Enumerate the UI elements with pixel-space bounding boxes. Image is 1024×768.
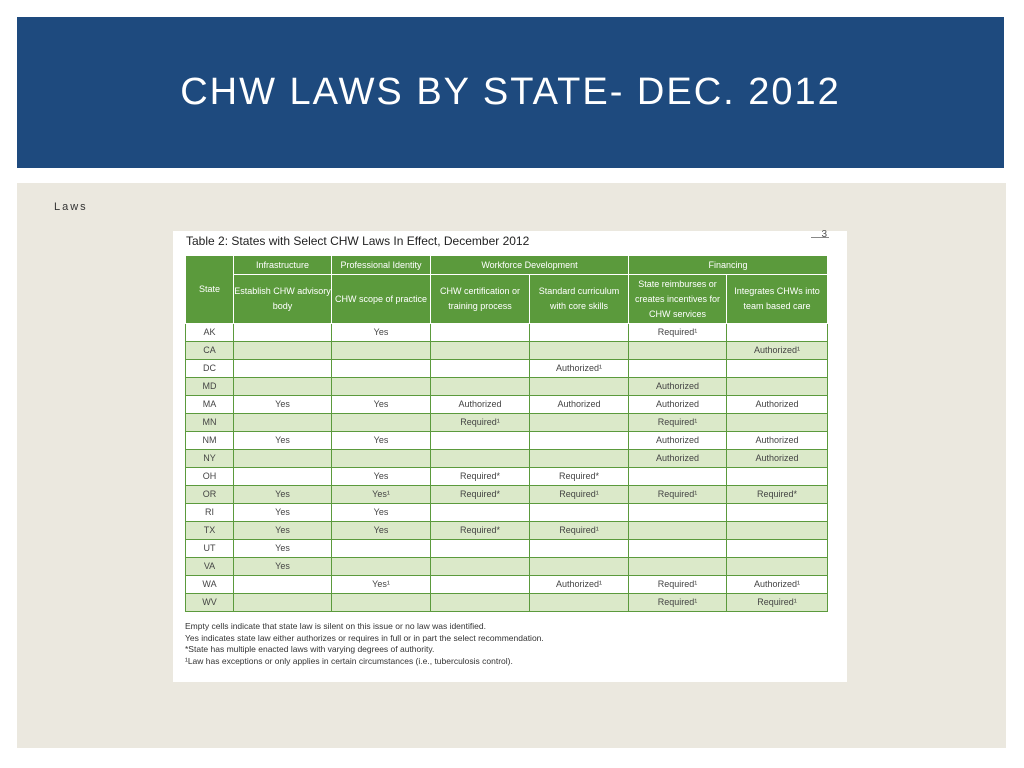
state-cell: VA (186, 558, 234, 576)
table-row (186, 486, 828, 504)
table-cell (234, 468, 332, 486)
table-cell (530, 414, 629, 432)
table-cell: Authorized (727, 450, 828, 468)
table-cell (431, 342, 530, 360)
col-certification: CHW certification or training process (431, 275, 530, 324)
state-cell: WV (186, 594, 234, 612)
table-cell: Required¹ (629, 594, 727, 612)
table-cell: Required* (431, 522, 530, 540)
table-cell: Authorized¹ (727, 342, 828, 360)
table-cell: Yes (234, 558, 332, 576)
table-cell: Required¹ (629, 486, 727, 504)
table-notes (185, 621, 825, 667)
table-row (186, 414, 828, 432)
slide-title: CHW LAWS BY STATE- DEC. 2012 (180, 71, 841, 113)
table-cell: Yes (332, 522, 431, 540)
table-cell (234, 450, 332, 468)
table-cell (332, 594, 431, 612)
table-cell: Yes (332, 432, 431, 450)
table-cell: Authorized (727, 396, 828, 414)
table-cell (530, 342, 629, 360)
table-cell: Yes (234, 522, 332, 540)
table-cell (332, 342, 431, 360)
table-cell: Yes (332, 324, 431, 342)
table-cell (629, 540, 727, 558)
table-row (186, 378, 828, 396)
table-cell: Authorized¹ (530, 576, 629, 594)
table-row (186, 450, 828, 468)
table-cell (431, 594, 530, 612)
state-cell: DC (186, 360, 234, 378)
table-cell (332, 558, 431, 576)
state-cell: NM (186, 432, 234, 450)
table-cell (727, 360, 828, 378)
table-cell: Authorized (629, 432, 727, 450)
state-cell: MA (186, 396, 234, 414)
table-cell (431, 576, 530, 594)
table-cell (332, 450, 431, 468)
page-mark: 3 (821, 229, 827, 240)
table-cell (332, 540, 431, 558)
table-cell (431, 450, 530, 468)
state-cell: UT (186, 540, 234, 558)
table-figure (173, 231, 847, 682)
table-row (186, 576, 828, 594)
table-cell: Required¹ (431, 414, 530, 432)
table-cell (629, 342, 727, 360)
title-band (17, 17, 1004, 168)
table-cell (431, 558, 530, 576)
col-scope-of-practice: CHW scope of practice (332, 275, 431, 324)
table-cell (629, 504, 727, 522)
note-line: ¹Law has exceptions or only applies in certain circumstances (i.e., tuberculosis control). (185, 655, 513, 666)
table-cell (530, 450, 629, 468)
table-cell (234, 360, 332, 378)
table-row (186, 324, 828, 342)
table-cell: Authorized (629, 378, 727, 396)
table-row (186, 468, 828, 486)
table-cell: Yes (234, 396, 332, 414)
chw-laws-table (185, 255, 828, 612)
table-cell: Yes (332, 468, 431, 486)
table-cell (629, 558, 727, 576)
table-cell: Yes (332, 504, 431, 522)
table-cell (530, 504, 629, 522)
table-cell: Authorized (629, 396, 727, 414)
table-cell: Required¹ (629, 414, 727, 432)
state-cell: RI (186, 504, 234, 522)
table-cell: Yes¹ (332, 486, 431, 504)
table-cell: Required* (727, 486, 828, 504)
col-advisory-body: Establish CHW advisory body (234, 275, 332, 324)
table-cell (629, 522, 727, 540)
table-cell (332, 378, 431, 396)
table-row (186, 522, 828, 540)
content-panel (17, 183, 1006, 748)
table-row (186, 360, 828, 378)
table-row (186, 558, 828, 576)
group-professional-identity: Professional Identity (332, 256, 431, 275)
table-cell: Required¹ (629, 324, 727, 342)
section-label: Laws (54, 201, 88, 213)
table-cell (530, 378, 629, 396)
table-cell (234, 324, 332, 342)
table-cell (727, 468, 828, 486)
table-cell: Required¹ (629, 576, 727, 594)
column-header-row (186, 275, 828, 324)
note-line: Empty cells indicate that state law is silent on this issue or no law was identified. (185, 621, 486, 631)
table-cell (431, 432, 530, 450)
table-cell (727, 504, 828, 522)
table-cell (234, 378, 332, 396)
table-body (186, 324, 828, 612)
table-row (186, 504, 828, 522)
group-infrastructure: Infrastructure (234, 256, 332, 275)
table-cell (727, 522, 828, 540)
table-cell: Authorized (530, 396, 629, 414)
table-cell: Required¹ (727, 594, 828, 612)
state-cell: OH (186, 468, 234, 486)
table-cell: Authorized¹ (530, 360, 629, 378)
table-cell: Required* (530, 468, 629, 486)
table-cell: Authorized (727, 432, 828, 450)
state-cell: OR (186, 486, 234, 504)
table-cell: Yes¹ (332, 576, 431, 594)
table-cell: Yes (234, 504, 332, 522)
table-cell (431, 378, 530, 396)
state-cell: MN (186, 414, 234, 432)
table-cell (727, 378, 828, 396)
state-cell: CA (186, 342, 234, 360)
table-cell: Yes (234, 540, 332, 558)
table-cell (629, 468, 727, 486)
table-cell: Required* (431, 486, 530, 504)
table-row (186, 432, 828, 450)
table-cell (431, 360, 530, 378)
table-cell (530, 540, 629, 558)
table-cell (234, 414, 332, 432)
table-cell: Authorized (629, 450, 727, 468)
table-cell (234, 576, 332, 594)
table-cell (530, 594, 629, 612)
table-cell (727, 540, 828, 558)
note-line: *State has multiple enacted laws with varying degrees of authority. (185, 644, 435, 654)
table-cell (727, 324, 828, 342)
state-cell: NY (186, 450, 234, 468)
state-header: State (186, 256, 234, 324)
table-cell (727, 558, 828, 576)
group-financing: Financing (629, 256, 828, 275)
table-cell (234, 342, 332, 360)
table-cell (234, 594, 332, 612)
table-row (186, 396, 828, 414)
state-cell: AK (186, 324, 234, 342)
table-row (186, 540, 828, 558)
col-reimbursement: State reimburses or creates incentives for CHW services (629, 275, 727, 324)
col-team-based-care: Integrates CHWs into team based care (727, 275, 828, 324)
table-caption: Table 2: States with Select CHW Laws In Effect, December 2012 (186, 234, 530, 248)
table-cell: Yes (332, 396, 431, 414)
table-cell (431, 324, 530, 342)
table-cell (431, 540, 530, 558)
table-cell: Required¹ (530, 522, 629, 540)
table-cell: Yes (234, 486, 332, 504)
table-row (186, 594, 828, 612)
table-row (186, 342, 828, 360)
table-cell (629, 360, 727, 378)
table-cell: Required* (431, 468, 530, 486)
state-cell: WA (186, 576, 234, 594)
group-header-row (186, 256, 828, 275)
table-cell (530, 432, 629, 450)
table-cell (431, 504, 530, 522)
table-cell (727, 414, 828, 432)
table-cell (332, 414, 431, 432)
table-cell: Authorized¹ (727, 576, 828, 594)
state-cell: TX (186, 522, 234, 540)
note-line: Yes indicates state law either authorizes or requires in full or in part the select recommendation. (185, 632, 544, 643)
table-cell: Required¹ (530, 486, 629, 504)
table-cell (530, 324, 629, 342)
group-workforce-development: Workforce Development (431, 256, 629, 275)
table-cell: Authorized (431, 396, 530, 414)
table-cell (332, 360, 431, 378)
state-cell: MD (186, 378, 234, 396)
table-cell: Yes (234, 432, 332, 450)
table-cell (530, 558, 629, 576)
col-curriculum: Standard curriculum with core skills (530, 275, 629, 324)
